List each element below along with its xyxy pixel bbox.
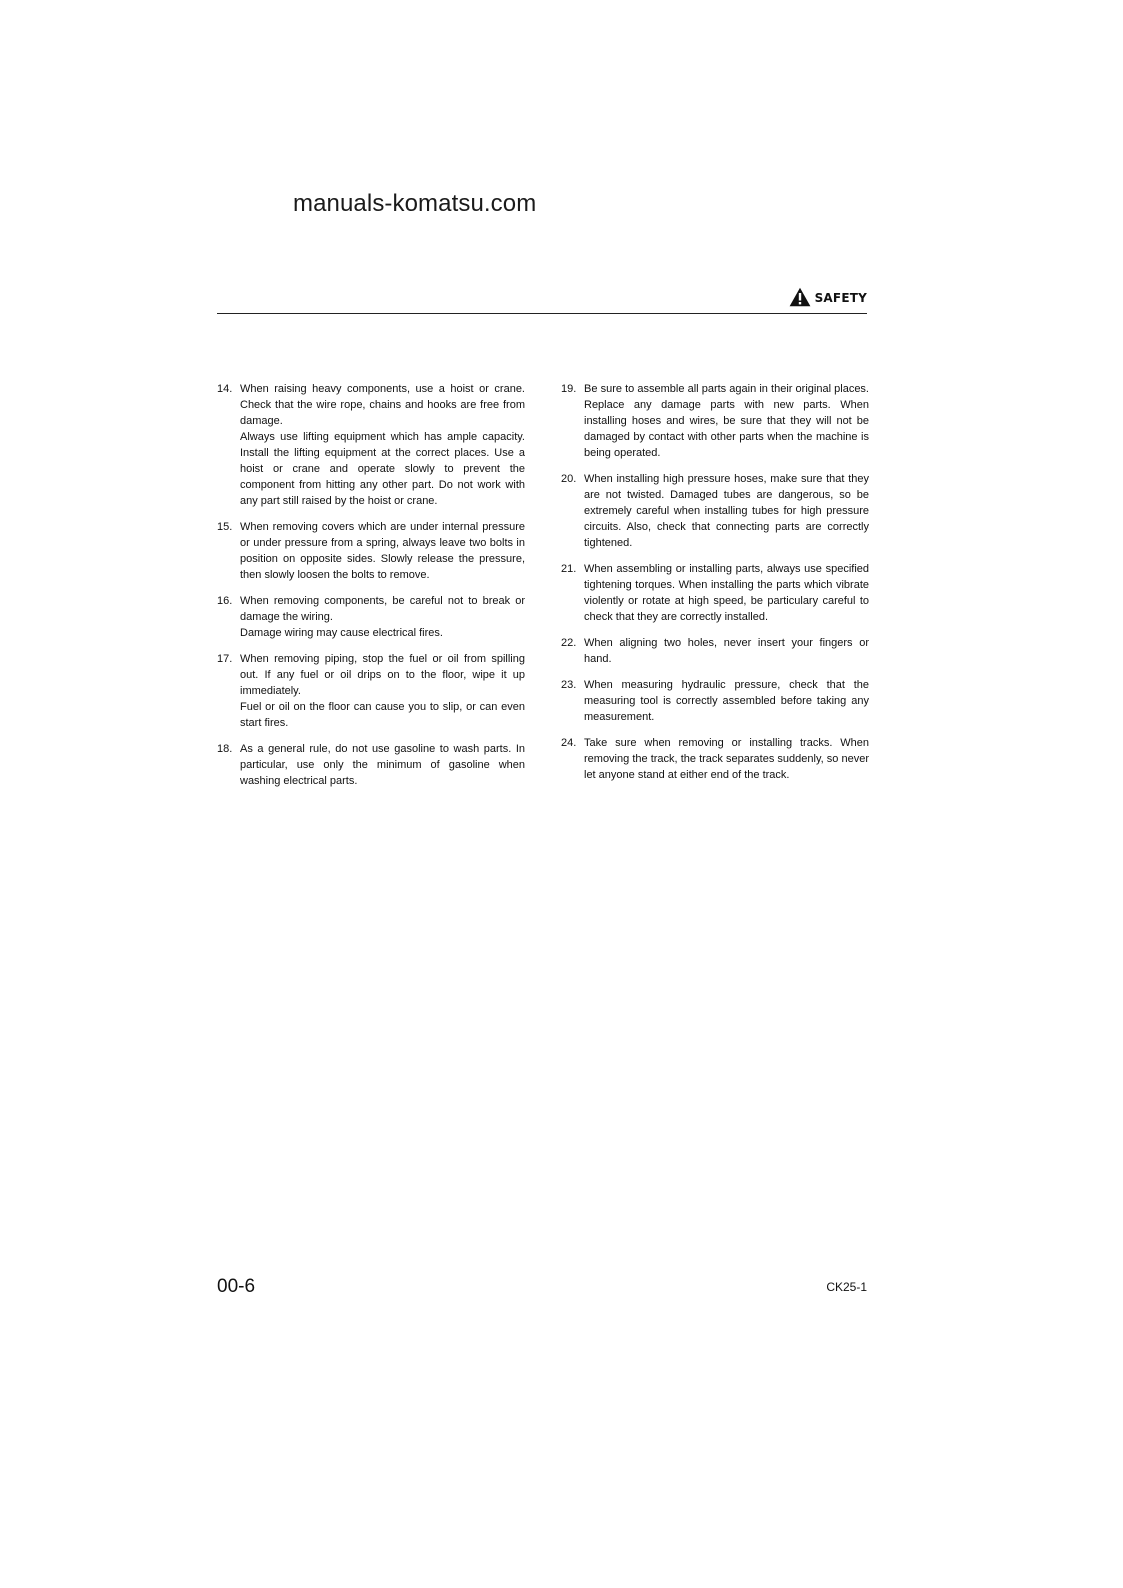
item-number: 24. [561,737,577,749]
item-body [240,593,525,641]
item-number: 16. [217,595,233,607]
item-body [240,741,525,789]
item-body [584,635,869,667]
item-number: 19. [561,383,577,395]
left-column [217,381,525,799]
item-body [584,561,869,625]
item-paragraph: When measuring hydraulic pressure, check that the measuring tool is correctly assembled before taking any measurement. [584,679,869,723]
item-number: 14. [217,383,233,395]
item-body [240,519,525,583]
item-paragraph: Be sure to assemble all parts again in their original places. Replace any damage parts with new parts. When installing hoses and wires, be sure that they will not be damaged by contact with other parts when the machine is being operated. [584,383,869,459]
list-item [217,651,525,731]
list-item [561,561,869,625]
section-tag [789,287,867,307]
item-number: 17. [217,653,233,665]
item-number: 18. [217,743,233,755]
item-body [584,677,869,725]
list-item [561,635,869,667]
item-body [584,735,869,783]
watermark-text: manuals-komatsu.com [293,190,537,217]
page-header [217,287,867,314]
item-paragraph: When removing piping, stop the fuel or oil from spilling out. If any fuel or oil drips on to the floor, wipe it up immediately. [240,653,525,697]
item-body [584,471,869,551]
model-code: CK25-1 [826,1280,867,1294]
item-paragraph: When removing components, be careful not to break or damage the wiring. [240,595,525,623]
item-paragraph: When assembling or installing parts, always use specified tightening torques. When installing the parts which vibrate violently or rotate at high speed, be particulary careful to check that they are correctly installed. [584,563,869,623]
list-item [561,381,869,461]
item-paragraph: Always use lifting equipment which has ample capacity. Install the lifting equipment at the correct places. Use a hoist or crane and operate slowly to prevent the component from hitting any other part. Do not work with any part still raised by the hoist or crane. [240,431,525,507]
list-item [561,471,869,551]
list-item [561,735,869,783]
warning-triangle-icon [789,287,811,307]
item-body [584,381,869,461]
list-item [217,381,525,509]
list-item [217,519,525,583]
list-item [561,677,869,725]
list-item [217,741,525,789]
item-body [240,651,525,731]
item-number: 21. [561,563,577,575]
section-title: SAFETY [814,291,867,305]
item-paragraph: When raising heavy components, use a hoist or crane. Check that the wire rope, chains and hooks are free from damage. [240,383,525,427]
item-paragraph: When removing covers which are under internal pressure or under pressure from a spring, always leave two bolts in position on opposite sides. Slowly release the pressure, then slowly loosen the bolts to remove. [240,521,525,581]
item-number: 22. [561,637,577,649]
item-paragraph: Fuel or oil on the floor can cause you to slip, or can even start fires. [240,701,525,729]
item-paragraph: As a general rule, do not use gasoline to wash parts. In particular, use only the minimum of gasoline when washing electrical parts. [240,743,525,787]
item-number: 23. [561,679,577,691]
item-paragraph: Take sure when removing or installing tracks. When removing the track, the track separates suddenly, so never let anyone stand at either end of the track. [584,737,869,781]
item-number: 20. [561,473,577,485]
list-item [217,593,525,641]
item-paragraph: When aligning two holes, never insert your fingers or hand. [584,637,869,665]
right-column [561,381,869,793]
page-number: 00-6 [217,1276,256,1297]
item-body [240,381,525,509]
item-number: 15. [217,521,233,533]
item-paragraph: Damage wiring may cause electrical fires. [240,627,443,639]
item-paragraph: When installing high pressure hoses, make sure that they are not twisted. Damaged tubes are dangerous, so be extremely careful when installing tubes for high pressure circuits. Also, check that connecting parts are correctly tightened. [584,473,869,549]
